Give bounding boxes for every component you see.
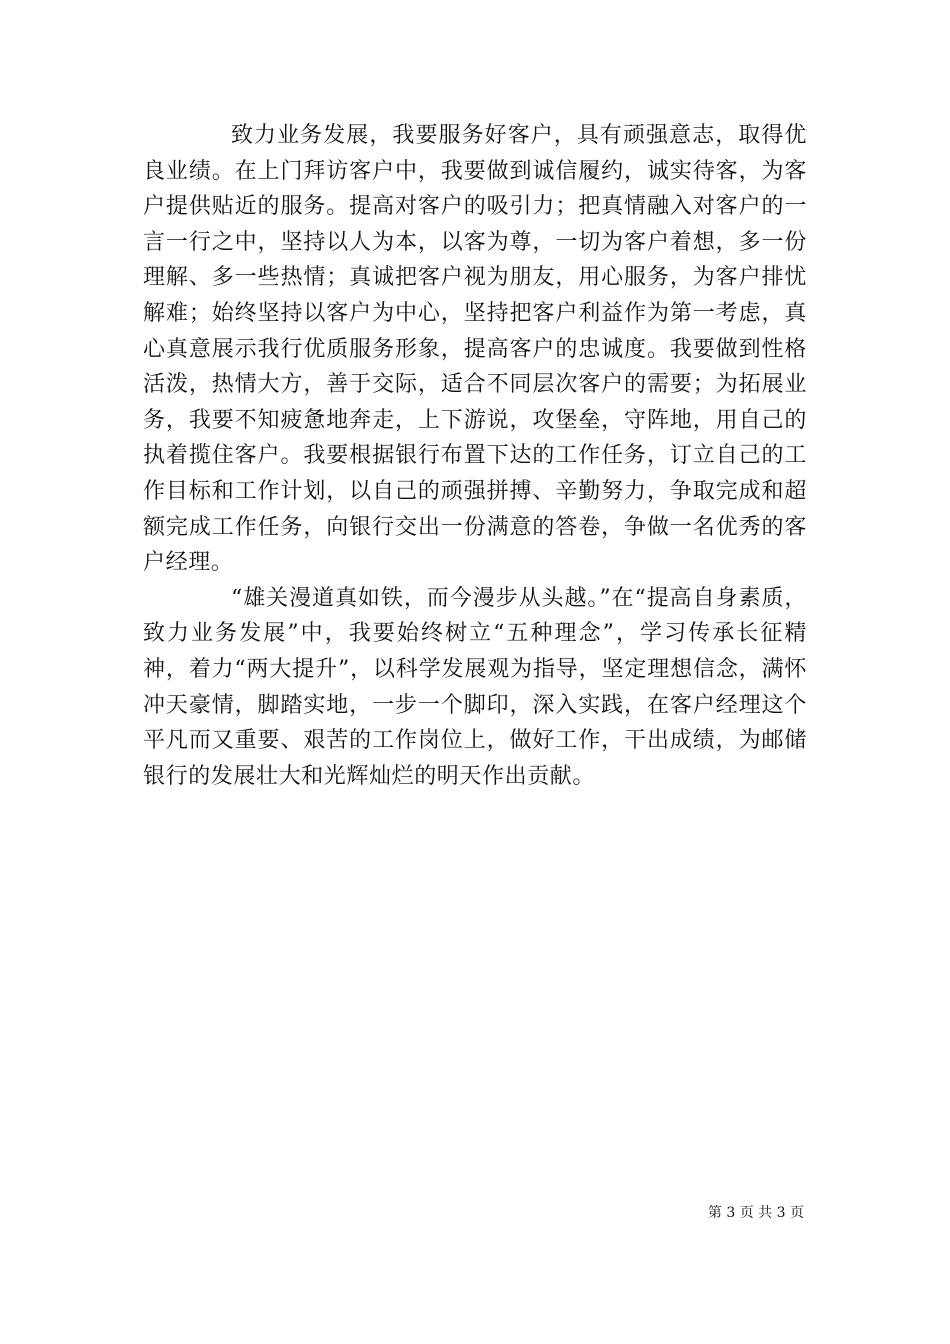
page-number-footer: 第 3 页 共 3 页: [707, 1205, 804, 1221]
document-body: [143, 118, 807, 794]
paragraph-1: 致力业务发展，我要服务好客户，具有顽强意志，取得优良业绩。在上门拜访客户中，我要做到诚信履约，诚实待客，为客户提供贴近的服务。提高对客户的吸引力；把真情融入对客户的一言一行之中，坚持以人为本，以客为尊，一切为客户着想，多一份理解、多一些热情；真诚把客户视为朋友，用心服务，为客户排忧解难；始终坚持以客户为中心，坚持把客户利益作为第一考虑，真心真意展示我行优质服务形象，提高客户的忠诚度。我要做到性格活泼，热情大方，善于交际，适合不同层次客户的需要；为拓展业务，我要不知疲惫地奔走，上下游说，攻堡垒，守阵地，用自己的执着揽住客户。我要根据银行布置下达的工作任务，订立自己的工作目标和工作计划，以自己的顽强拼搏、辛勤努力，争取完成和超额完成工作任务，向银行交出一份满意的答卷，争做一名优秀的客户经理。: [143, 123, 807, 576]
paragraph-2: “雄关漫道真如铁，而今漫步从头越。”在“提高自身素质，致力业务发展”中，我要始终树立“五种理念”，学习传承长征精神，着力“两大提升”，以科学发展观为指导，坚定理想信念，满怀冲天豪情，脚踏实地，一步一个脚印，深入实践，在客户经理这个平凡而又重要、艰苦的工作岗位上，做好工作，干出成绩，为邮储银行的发展壮大和光辉灿烂的明天作出贡献。: [143, 585, 807, 789]
